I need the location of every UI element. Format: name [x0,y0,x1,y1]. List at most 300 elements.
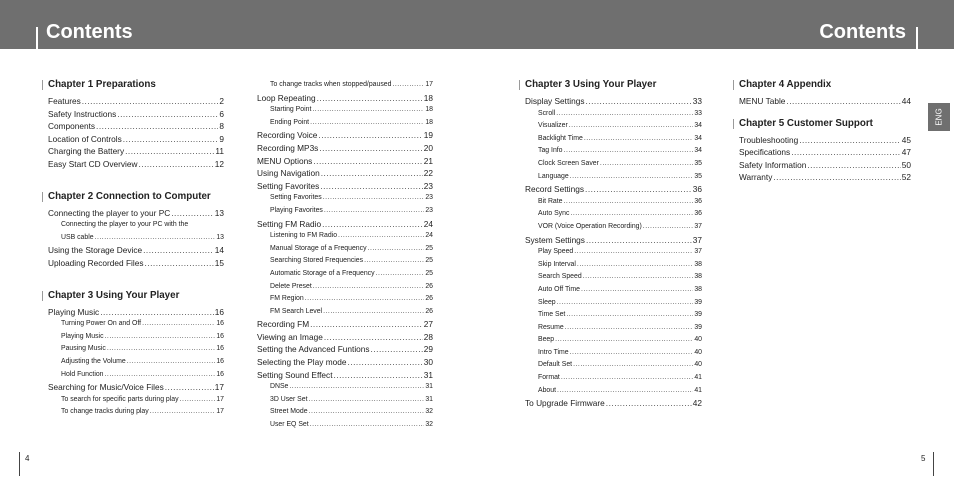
toc-entry-label: Backlight Time [538,134,583,142]
toc-entry-label: Display Settings [525,96,585,106]
toc-leader-dots [107,343,216,356]
toc-page-number: 17 [214,382,224,393]
toc-subentry[interactable] [257,255,433,268]
toc-subentry[interactable] [525,221,702,234]
toc-subentry[interactable] [48,394,224,407]
toc-leader-dots [371,343,423,356]
toc-leader-dots [123,133,219,146]
toc-subentry[interactable] [525,158,702,171]
toc-subentry[interactable] [48,219,224,232]
toc-subentry[interactable] [525,145,702,158]
toc-entry[interactable] [257,356,433,369]
toc-entry-label: Record Settings [525,184,585,195]
toc-leader-dots [565,322,694,335]
toc-page-number: 41 [694,374,702,382]
toc-leader-dots [313,155,422,168]
toc-page-number: 26 [425,307,433,315]
toc-entry-label: MENU Options [257,155,313,166]
toc-subentry[interactable] [525,271,702,284]
toc-page-number: 11 [215,146,224,157]
toc-entry-label: Searching Stored Frequencies [270,257,364,265]
toc-page-number: 33 [692,96,702,106]
toc-entry-label: Recording Voice [257,130,318,141]
toc-page-number: 36 [692,184,702,195]
toc-leader-dots [556,108,693,121]
toc-page-number: 32 [425,421,433,429]
toc-entry[interactable] [257,167,433,180]
toc-leader-dots [334,369,423,382]
toc-entry[interactable] [48,306,224,319]
toc-entry-label: Viewing an Image [257,331,323,342]
toc-entry[interactable] [48,381,224,394]
toc-entry-label: Auto Sync [538,210,570,218]
toc-entry[interactable] [739,171,911,184]
toc-page-number: 36 [694,210,702,218]
toc-page-number: 16 [216,345,224,353]
title-accent-bar-left [36,27,38,49]
toc-entry[interactable] [257,129,433,142]
toc-page-number: 25 [425,244,433,252]
toc-leader-dots [799,134,901,147]
toc-subentry[interactable] [48,331,224,344]
toc-entry-label: 3D User Set [270,395,308,403]
toc-leader-dots [310,117,424,130]
toc-page-number: 33 [694,109,702,117]
toc-subentry[interactable] [525,347,702,360]
toc-page-number: 27 [423,319,433,330]
toc-subentry[interactable] [525,372,702,385]
toc-leader-dots [180,394,216,407]
toc-leader-dots [138,158,213,171]
toc-entry-label: Using Navigation [257,168,320,179]
toc-page-number: 21 [423,155,433,166]
toc-leader-dots [320,180,423,193]
toc-leader-dots [309,406,425,419]
toc-entry-label: System Settings [525,234,585,245]
toc-entry-label: Setting Sound Effect [257,369,333,380]
toc-column-3 [525,79,702,420]
toc-page-number: 14 [214,245,224,256]
toc-page-number: 40 [694,361,702,369]
toc-entry-label: Starting Point [270,106,312,114]
toc-entry[interactable] [257,343,433,356]
toc-section [739,79,911,108]
toc-subentry[interactable] [525,359,702,372]
toc-entry-label: Time Set [538,311,566,319]
toc-subentry[interactable] [48,343,224,356]
toc-column-1 [48,79,224,429]
toc-subentry[interactable] [257,117,433,130]
toc-leader-dots [171,207,214,220]
toc-entry[interactable] [525,234,702,247]
toc-page-number: 24 [423,218,433,229]
toc-entry-label: Charging the Battery [48,146,125,157]
toc-entry-label: Visualizer [538,122,568,130]
toc-page-number: 31 [425,395,433,403]
toc-subentry[interactable] [257,306,433,319]
toc-leader-dots [586,95,692,108]
toc-leader-dots [338,230,424,243]
toc-leader-dots [323,306,424,319]
toc-entry-label: Features [48,96,81,106]
toc-leader-dots [786,95,900,108]
toc-entry-label: Uploading Recorded Files [48,257,144,268]
toc-subentry[interactable] [257,281,433,294]
toc-page-number: 17 [216,395,224,403]
toc-subentry[interactable] [257,205,433,218]
toc-leader-dots [791,146,901,159]
toc-entry-label: DNSe [270,383,289,391]
toc-entry-label: Selecting the Play mode [257,357,347,368]
toc-subentry[interactable] [525,309,702,322]
toc-leader-dots [600,158,693,171]
toc-entry-label: Search Speed [538,273,582,281]
toc-leader-dots [570,171,694,184]
toc-leader-dots [324,331,423,344]
toc-subentry[interactable] [525,385,702,398]
toc-leader-dots [555,334,693,347]
toc-entry-label: Setting the Advanced Funtions [257,344,370,355]
toc-page-number: 45 [901,134,911,145]
toc-entry-label: Intro Time [538,348,569,356]
toc-page-number: 40 [694,336,702,344]
toc-leader-dots [105,369,216,382]
toc-entry[interactable] [739,95,911,108]
chapter-heading: Chapter 2 Connection to Computer [48,191,224,203]
toc-leader-dots [289,381,424,394]
toc-entry[interactable] [257,92,433,105]
toc-page-number: 12 [214,158,224,169]
toc-entry-label: Language [538,172,569,180]
chapter-heading: Chapter 1 Preparations [48,79,224,91]
toc-entry-label: To Upgrade Firmware [525,398,605,409]
toc-leader-dots [564,196,694,209]
toc-page-number: 13 [216,233,224,241]
toc-subentry[interactable] [257,243,433,256]
toc-page-number: 39 [694,323,702,331]
chapter-heading: Chapter 5 Customer Support [739,118,911,130]
toc-page-number: 23 [423,180,433,191]
toc-page-number: 31 [423,369,433,380]
toc-page-number: 38 [694,285,702,293]
toc-subentry[interactable] [48,369,224,382]
toc-page-number: 26 [425,282,433,290]
toc-leader-dots [584,133,694,146]
toc-subentry[interactable] [525,322,702,335]
toc-page-number: 36 [694,197,702,205]
toc-leader-dots [570,208,693,221]
toc-entry[interactable] [48,120,224,133]
toc-entry[interactable] [48,207,224,220]
toc-entry-label: Safety Information [739,159,807,170]
toc-page-number: 15 [214,257,224,268]
toc-entry-label: Listening to FM Radio [270,232,338,240]
toc-subentry[interactable] [525,171,702,184]
toc-page-number: 20 [423,142,433,153]
toc-entry[interactable] [739,146,911,159]
toc-subentry[interactable] [257,381,433,394]
toc-entry-label: Bit Rate [538,197,563,205]
toc-entry[interactable] [257,331,433,344]
toc-section [525,79,702,410]
toc-entry[interactable] [48,257,224,270]
toc-leader-dots [581,284,693,297]
toc-leader-dots [323,192,425,205]
toc-page-number: 39 [694,311,702,319]
toc-subentry[interactable] [257,104,433,117]
toc-entry-label: Auto Off Time [538,285,580,293]
toc-entry-label: Easy Start CD Overview [48,158,138,169]
toc-page-number: 35 [694,172,702,180]
chapter-heading: Chapter 4 Appendix [739,79,911,91]
toc-entry-label: Turning Power On and Off [61,320,142,328]
toc-entry-label: Setting Favorites [270,194,322,202]
toc-page-number: 26 [425,295,433,303]
toc-entry-label: MENU Table [739,96,786,106]
toc-subentry[interactable] [48,318,224,331]
toc-page-number: 16 [216,370,224,378]
toc-entry-label: To change tracks when stopped/paused [270,81,392,88]
toc-page-number: 18 [423,92,433,103]
toc-subentry[interactable] [525,208,702,221]
toc-leader-dots [96,120,218,133]
toc-page-number: 24 [425,232,433,240]
toc-page-number: 41 [694,386,702,394]
toc-entry[interactable] [48,244,224,257]
toc-leader-dots [309,394,425,407]
toc-entry-label: Location of Controls [48,133,122,144]
toc-leader-dots [561,372,694,385]
title-accent-bar-right [916,27,918,49]
toc-entry-label: To search for specific parts during play [61,395,179,403]
toc-leader-dots [318,129,422,142]
toc-entry-label: Recording MP3s [257,142,319,153]
toc-page-number: 22 [423,168,433,179]
toc-page-number: 25 [425,269,433,277]
toc-entry[interactable] [48,145,224,158]
toc-page-number: 50 [901,159,911,170]
toc-page-number: 38 [694,273,702,281]
toc-entry-label: Connecting the player to your PC with the [61,221,189,229]
toc-leader-dots [105,331,216,344]
toc-subentry[interactable] [257,230,433,243]
toc-entry-label: Loop Repeating [257,92,316,103]
toc-subentry[interactable] [525,108,702,121]
toc-page-number: 34 [694,134,702,142]
toc-entry[interactable] [525,95,702,108]
toc-entry-label: Setting FM Radio [257,218,322,229]
toc-subentry[interactable] [257,419,433,432]
toc-leader-dots [142,318,215,331]
toc-page-number: 28 [423,331,433,342]
toc-subentry[interactable] [257,394,433,407]
toc-page-number: 8 [219,121,224,132]
toc-entry[interactable] [257,142,433,155]
toc-entry[interactable] [257,318,433,331]
toc-leader-dots [319,142,422,155]
toc-page-number: 18 [425,106,433,114]
toc-subentry[interactable] [257,192,433,205]
toc-page-number: 38 [694,260,702,268]
toc-entry-label: Components [48,121,96,132]
toc-leader-dots [321,167,423,180]
toc-leader-dots [305,293,425,306]
toc-leader-dots [322,218,423,231]
toc-entry-label: To change tracks during play [61,408,149,416]
toc-entry-label: Ending Point [270,118,310,126]
toc-entry-label: Playing Music [61,332,104,340]
toc-entry-label: Pausing Music [61,345,106,353]
toc-page-number: 37 [694,222,702,230]
toc-subentry[interactable] [257,268,433,281]
toc-entry-label: Hold Function [61,370,104,378]
toc-leader-dots [557,385,693,398]
toc-entry-label: Troubleshooting [739,134,799,145]
toc-subentry[interactable] [257,293,433,306]
toc-leader-dots [807,159,900,172]
page-title-right: Contents [819,21,906,43]
toc-subentry[interactable] [48,406,224,419]
toc-leader-dots [368,243,425,256]
toc-page-number: 13 [214,207,224,218]
toc-leader-dots [347,356,422,369]
toc-entry[interactable] [739,159,911,172]
toc-page-number: 23 [425,194,433,202]
toc-entry-label: Manual Storage of a Frequency [270,244,367,252]
toc-page-number: 44 [901,96,911,106]
footer-bar-right [933,452,934,476]
toc-entry[interactable] [525,183,702,196]
toc-entry-label: About [538,386,557,394]
toc-entry-label: Recording FM [257,319,310,330]
toc-entry-label: Using the Storage Device [48,245,143,256]
toc-page-number: 47 [901,147,911,158]
toc-page-number: 23 [425,206,433,214]
toc-leader-dots [165,381,214,394]
toc-leader-dots [117,108,218,121]
toc-subentry[interactable] [525,120,702,133]
toc-column-4 [739,79,911,194]
toc-subentry[interactable] [525,196,702,209]
toc-leader-dots [570,347,694,360]
page-number-left: 4 [25,454,30,463]
toc-page-number: 34 [694,147,702,155]
toc-leader-dots [557,297,694,310]
toc-section [257,79,433,432]
toc-leader-dots [312,104,424,117]
toc-section [48,191,224,270]
toc-leader-dots [564,145,694,158]
toc-entry[interactable] [739,134,911,147]
chapter-heading: Chapter 3 Using Your Player [525,79,702,91]
toc-leader-dots [364,255,424,268]
toc-page-number: 32 [425,408,433,416]
toc-page-number: 16 [216,357,224,365]
toc-entry[interactable] [48,108,224,121]
toc-leader-dots [127,356,216,369]
toc-leader-dots [392,79,424,92]
page-title-left: Contents [46,21,133,43]
toc-leader-dots [125,145,214,158]
toc-entry[interactable] [525,397,702,410]
toc-subentry[interactable] [257,406,433,419]
toc-entry-label: Clock Screen Saver [538,159,599,167]
toc-entry-label: Specifications [739,147,791,158]
toc-page-number: 2 [219,96,224,106]
toc-entry-label: Searching for Music/Voice Files [48,382,164,393]
toc-page-number: 9 [219,133,224,144]
toc-page-number: 17 [216,408,224,416]
toc-leader-dots [313,281,425,294]
toc-entry-label: Connecting the player to your PC [48,207,171,218]
toc-leader-dots [310,318,423,331]
toc-subentry[interactable] [525,284,702,297]
toc-page-number: 37 [694,248,702,256]
toc-entry-label: Default Set [538,361,573,369]
toc-subentry[interactable] [525,246,702,259]
toc-entry-label: Adjusting the Volume [61,357,126,365]
toc-subentry[interactable] [48,232,224,245]
toc-page-number: 18 [425,118,433,126]
toc-page-number: 16 [216,320,224,328]
toc-page-number: 52 [901,172,911,183]
toc-page-number: 31 [425,383,433,391]
toc-page-number: 30 [423,357,433,368]
toc-subentry[interactable] [525,334,702,347]
toc-leader-dots [773,171,900,184]
toc-entry[interactable] [257,180,433,193]
toc-page-number: 40 [694,348,702,356]
toc-entry[interactable] [257,218,433,231]
toc-leader-dots [566,309,693,322]
toc-leader-dots [643,221,694,234]
toc-entry[interactable] [257,369,433,382]
toc-entry-label: FM Search Level [270,307,323,315]
toc-subentry[interactable] [525,133,702,146]
toc-leader-dots [100,306,214,319]
toc-subentry[interactable] [525,297,702,310]
toc-page-number: 35 [694,159,702,167]
toc-leader-dots [376,268,425,281]
toc-page-number: 6 [219,108,224,119]
toc-subentry[interactable] [48,356,224,369]
toc-entry-label: Safety Instructions [48,108,117,119]
toc-section [48,290,224,419]
toc-page-number: 16 [216,332,224,340]
toc-entry[interactable] [48,133,224,146]
toc-page-number: 42 [692,398,702,409]
toc-page-number: 34 [694,122,702,130]
toc-entry[interactable] [257,155,433,168]
toc-leader-dots [574,246,693,259]
chapter-heading: Chapter 3 Using Your Player [48,290,224,302]
page-number-right: 5 [921,454,926,463]
language-tab-label: ENG [934,108,944,126]
toc-entry[interactable] [48,158,224,171]
language-tab [928,103,950,131]
toc-subentry[interactable] [257,79,433,92]
toc-entry-label: Tag Info [538,147,563,155]
footer-bar-left [19,452,20,476]
toc-entry[interactable] [48,95,224,108]
toc-entry-label: Delete Preset [270,282,312,290]
toc-subentry[interactable] [525,259,702,272]
toc-leader-dots [150,406,216,419]
toc-entry-label: Street Mode [270,408,308,416]
toc-entry-label: Format [538,374,560,382]
toc-page-number: 39 [694,298,702,306]
toc-entry-label: Beep [538,336,555,344]
